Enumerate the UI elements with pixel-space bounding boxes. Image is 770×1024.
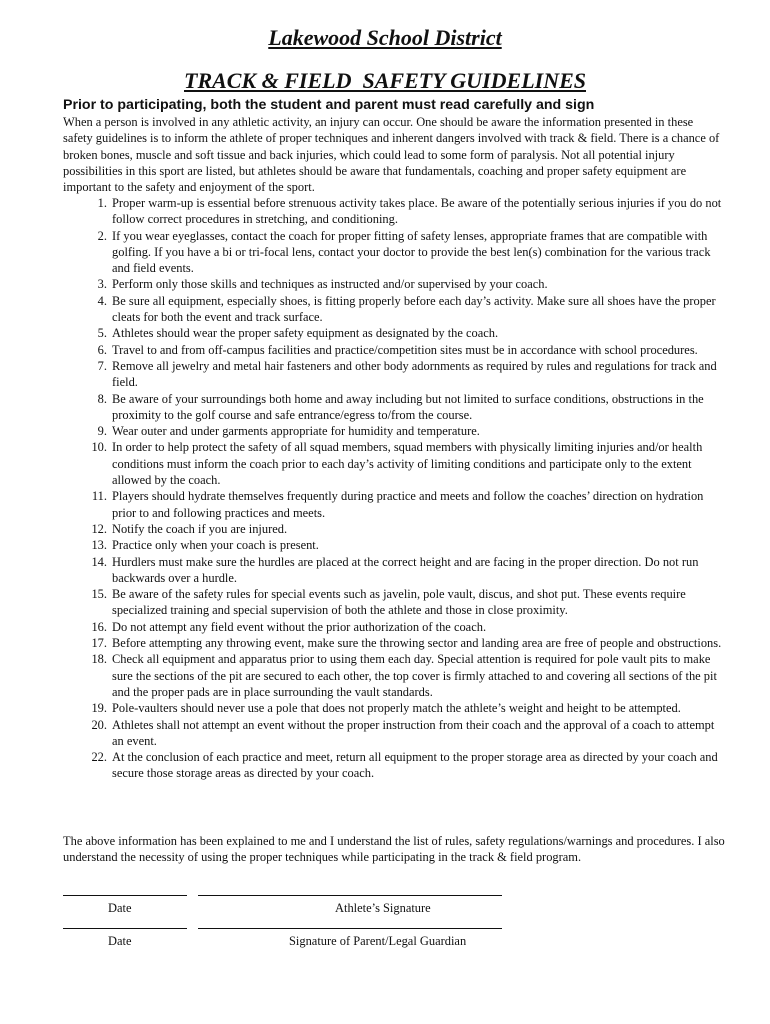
- list-item: [63, 488, 723, 521]
- list-item: [63, 521, 723, 537]
- list-item: [63, 586, 723, 619]
- rule-text: Do not attempt any field event without the prior authorization of the coach.: [112, 619, 487, 634]
- list-item: [63, 276, 723, 292]
- rule-text: Travel to and from off-campus facilities and practice/competition sites must be in accordance with school procedures.: [112, 342, 698, 357]
- list-item: [63, 391, 723, 424]
- rule-text: Perform only those skills and techniques as instructed and/or supervised by your coach.: [112, 277, 548, 292]
- safety-rules-list: [63, 195, 723, 782]
- athlete-signature-line[interactable]: [198, 895, 502, 896]
- rule-text: Practice only when your coach is present.: [112, 538, 319, 553]
- parent-signature-label: Signature of Parent/Legal Guardian: [289, 934, 467, 948]
- list-item: [63, 651, 723, 700]
- list-item: [63, 293, 723, 326]
- parent-signature-line[interactable]: [198, 928, 502, 929]
- acknowledgement-paragraph: The above information has been explained to me and I understand the list of rules, safety regulations/warnings and procedures. I also understand the necessity of using the proper techniques while participating in the track & field program.: [63, 834, 725, 865]
- date-label-2: Date: [108, 934, 132, 948]
- rule-number: 7.: [97, 358, 107, 373]
- rule-number: 18.: [91, 652, 107, 667]
- list-item: [63, 749, 723, 782]
- list-item: [63, 717, 723, 750]
- rule-text: Be sure all equipment, especially shoes, is fitting properly before each day’s activity. Make sure all shoes have the proper cleats for both the event and track surface.: [112, 293, 716, 325]
- intro-paragraph: When a person is involved in any athletic activity, an injury can occur. One should be aware the information presented in these safety guidelines is to inform the athlete of proper techniques and inherent dangers involved with track & field. There is a chance of broken bones, muscle and soft tissue and back injuries, which could lead to some form of paralysis. Not all potential injury possibilities in this sport are listed, but athletes should be aware that fundamentals, coaching and proper safety equipment are important to the safety and enjoyment of the sport.: [63, 115, 720, 195]
- rule-text: Players should hydrate themselves frequently during practice and meets and follow the coaches’ direction on hydration prior to and following practices and meets.: [112, 489, 704, 520]
- rule-number: 16.: [91, 619, 107, 634]
- rule-number: 5.: [97, 326, 107, 341]
- rule-number: 17.: [91, 636, 107, 651]
- list-item: [63, 554, 723, 587]
- list-item: [63, 342, 723, 358]
- rule-number: 20.: [91, 717, 107, 732]
- athlete-signature-label: Athlete’s Signature: [335, 901, 431, 915]
- date-label-1: Date: [108, 901, 132, 915]
- list-item: [63, 537, 723, 553]
- list-item: [63, 423, 723, 439]
- document-subtitle: Prior to participating, both the student and parent must read carefully and sign: [63, 97, 595, 113]
- rule-number: 3.: [97, 277, 107, 292]
- rule-text: Be aware of the safety rules for special events such as javelin, pole vault, discus, and shot put. These events require specialized training and special supervision of both the athlete and those in close proximity.: [112, 587, 686, 618]
- rule-number: 10.: [91, 440, 107, 455]
- rule-number: 2.: [97, 228, 107, 243]
- rule-text: Pole-vaulters should never use a pole that does not properly match the athlete’s weight and height to be attempted.: [112, 701, 681, 716]
- list-item: [63, 358, 723, 391]
- list-item: [63, 439, 723, 488]
- rule-number: 13.: [91, 538, 107, 553]
- rule-text: Be aware of your surroundings both home and away including but not limited to surface conditions, obstructions in the proximity to the golf course and safe entrance/egress to/from the course.: [112, 391, 704, 422]
- rule-number: 15.: [91, 587, 107, 602]
- rule-text: If you wear eyeglasses, contact the coach for proper fitting of safety lenses, appropriate frames that are compatible with golfing. If you have a bi or tri-focal lens, contact your doctor to provide the best len(s) combination for the various track and field events.: [112, 228, 711, 276]
- rule-text: Notify the coach if you are injured.: [112, 521, 288, 536]
- rule-text: Athletes should wear the proper safety equipment as designated by the coach.: [112, 326, 499, 341]
- rule-text: Proper warm-up is essential before strenuous activity takes place. Be aware of the potentially serious injuries if you do not follow correct procedures in stretching, and conditioning.: [112, 196, 722, 227]
- rule-text: Remove all jewelry and metal hair fasteners and other body adornments as required by rules and regulations for track and field.: [112, 358, 717, 390]
- rule-number: 11.: [91, 489, 107, 504]
- rule-number: 1.: [97, 196, 107, 210]
- list-item: [63, 619, 723, 635]
- list-item: [63, 700, 723, 716]
- list-item: [63, 325, 723, 341]
- rule-text: At the conclusion of each practice and meet, return all equipment to the proper storage area as directed by your coach and secure those storage areas as directed by your coach.: [112, 750, 718, 781]
- document-title: TRACK & FIELD SAFETY GUIDELINES: [184, 68, 586, 93]
- date-signature-line-1[interactable]: [63, 895, 187, 896]
- rule-text: In order to help protect the safety of all squad members, squad members with physically limiting injuries and/or health conditions must inform the coach prior to each day’s activity of limiting conditions and participate only to the extent allowed by the coach.: [112, 440, 703, 488]
- list-item: [63, 195, 723, 228]
- list-item: [63, 228, 723, 277]
- rule-number: 12.: [91, 521, 107, 536]
- rule-text: Athletes shall not attempt an event without the proper instruction from their coach and the approval of a coach to attempt an event.: [112, 717, 715, 748]
- date-signature-line-2[interactable]: [63, 928, 187, 929]
- district-name: Lakewood School District: [268, 25, 502, 50]
- rule-number: 22.: [91, 750, 107, 765]
- rule-number: 9.: [97, 424, 107, 439]
- rule-number: 14.: [91, 554, 107, 569]
- rule-text: Before attempting any throwing event, make sure the throwing sector and landing area are free of people and obstructions.: [112, 636, 722, 651]
- rule-number: 4.: [97, 293, 107, 308]
- rule-text: Check all equipment and apparatus prior to using them each day. Special attention is required for pole vault pits to make sure the sections of the pit are secured to each other, the top cover is firmly attached to and covering all sections of the pit and the proper pads are in place surrounding the vault standards.: [112, 652, 717, 699]
- rule-text: Hurdlers must make sure the hurdles are placed at the correct height and are facing in the proper direction. Do not run backwards over a hurdle.: [112, 554, 699, 585]
- list-item: [63, 635, 723, 651]
- rule-number: 6.: [97, 342, 107, 357]
- rule-number: 19.: [91, 701, 107, 716]
- rule-number: 8.: [97, 391, 107, 406]
- rule-text: Wear outer and under garments appropriate for humidity and temperature.: [112, 424, 480, 439]
